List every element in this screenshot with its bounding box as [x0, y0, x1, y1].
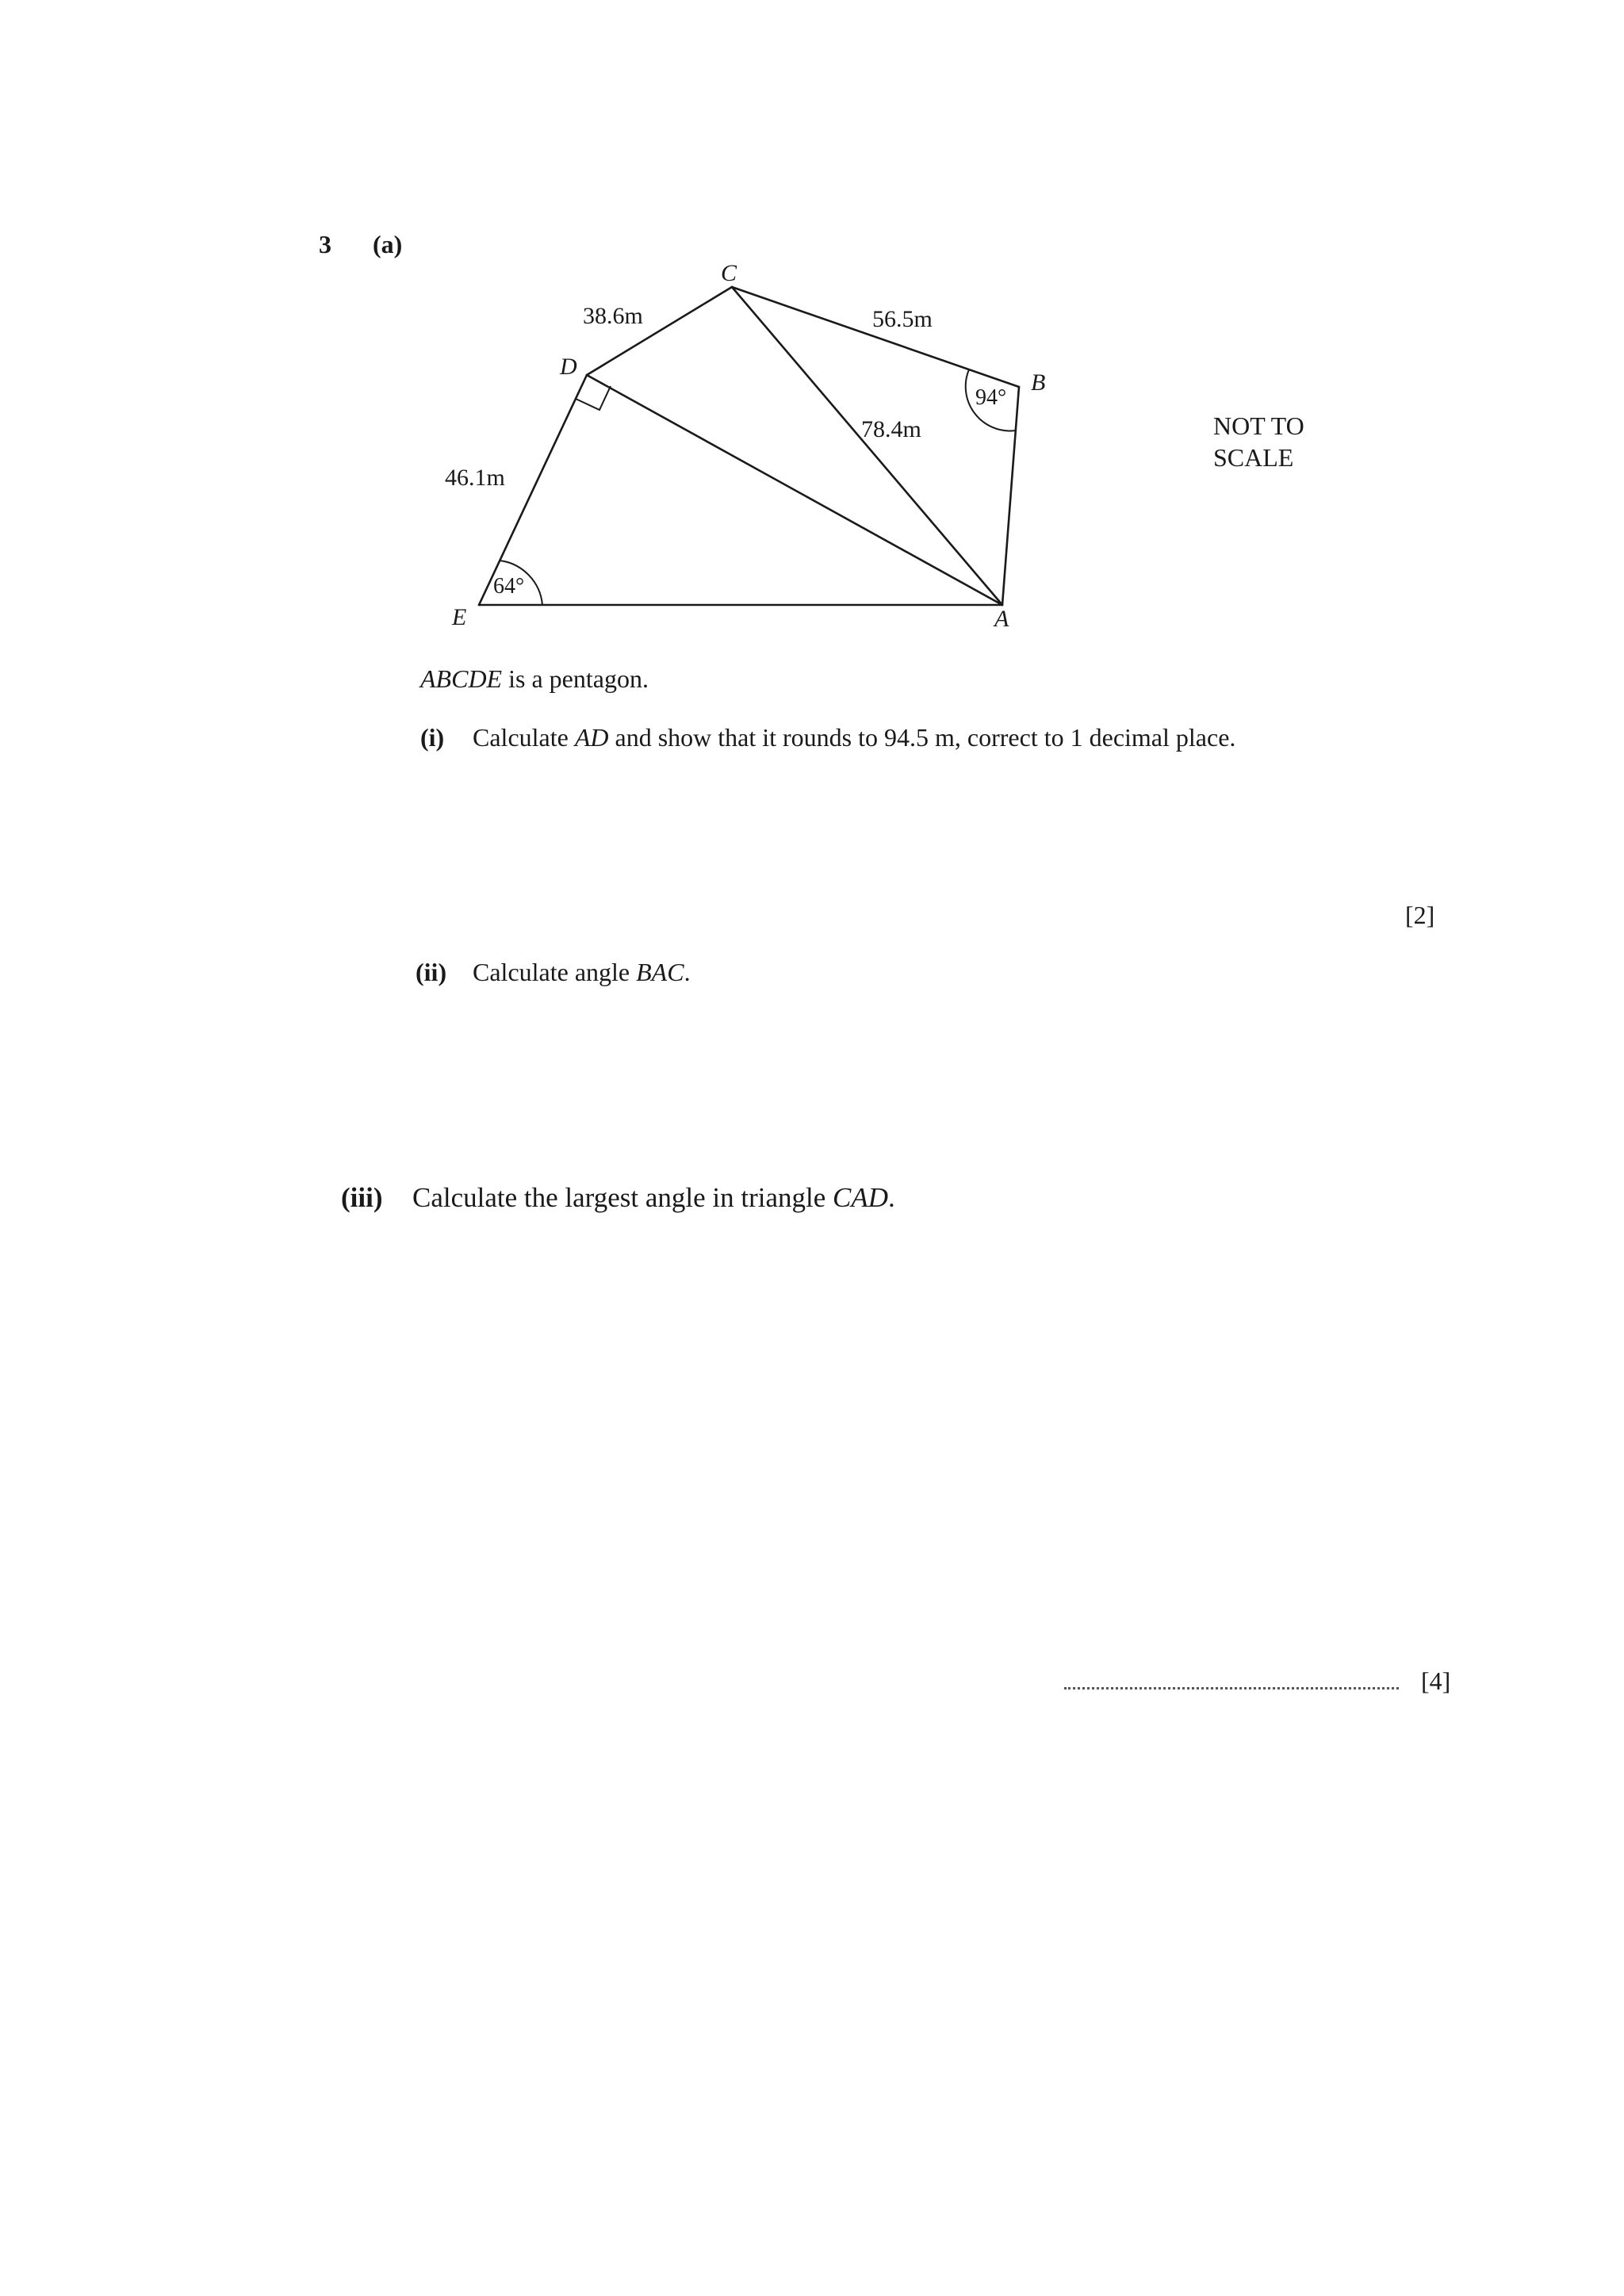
question-number: 3	[319, 230, 331, 258]
angle-label-B: 94°	[975, 385, 1007, 410]
pentagon-name: ABCDE	[420, 664, 503, 693]
angle-label-E: 64°	[493, 574, 525, 599]
pentagon-statement-rest: is a pentagon.	[502, 664, 649, 693]
part-iii-label: (iii)	[341, 1182, 383, 1213]
part-iii-variable: CAD	[833, 1182, 888, 1213]
part-iii-text-start: Calculate the largest angle in triangle	[412, 1182, 833, 1213]
part-iii-marks: [4]	[1421, 1667, 1451, 1695]
part-ii-question	[473, 958, 691, 987]
question-part-label: (a)	[373, 230, 403, 258]
part-i-marks: [2]	[1405, 901, 1435, 929]
not-to-scale-line1: NOT TO	[1213, 411, 1304, 440]
not-to-scale-line2: SCALE	[1213, 443, 1294, 472]
part-ii-text-end: .	[684, 958, 691, 986]
part-i-text-end: and show that it rounds to 94.5 m, correct to 1 decimal place.	[608, 723, 1236, 752]
vertex-label-B: B	[1031, 369, 1046, 396]
edge-AB	[1002, 387, 1019, 605]
part-ii-label: (ii)	[416, 958, 447, 986]
length-label-CD: 38.6m	[583, 303, 643, 329]
length-label-AC: 78.4m	[861, 416, 921, 442]
answer-line[interactable]	[1064, 1687, 1399, 1689]
part-iii-text-end: .	[888, 1182, 895, 1213]
edge-CD	[587, 287, 732, 375]
part-i-variable: AD	[574, 723, 609, 752]
vertex-label-D: D	[560, 354, 577, 380]
part-i-question	[473, 723, 1235, 752]
vertex-label-A: A	[994, 606, 1009, 632]
diagonal-AD	[587, 375, 1002, 605]
pentagon-statement	[420, 664, 649, 694]
part-iii-question	[412, 1182, 895, 1214]
part-ii-text-start: Calculate angle	[473, 958, 637, 986]
part-i-label: (i)	[420, 723, 445, 752]
part-ii-variable: BAC	[636, 958, 684, 986]
length-label-CB: 56.5m	[872, 306, 933, 332]
part-i-text-start: Calculate	[473, 723, 575, 752]
length-label-DE: 46.1m	[445, 465, 505, 491]
vertex-label-C: C	[721, 260, 737, 286]
vertex-label-E: E	[452, 604, 467, 630]
